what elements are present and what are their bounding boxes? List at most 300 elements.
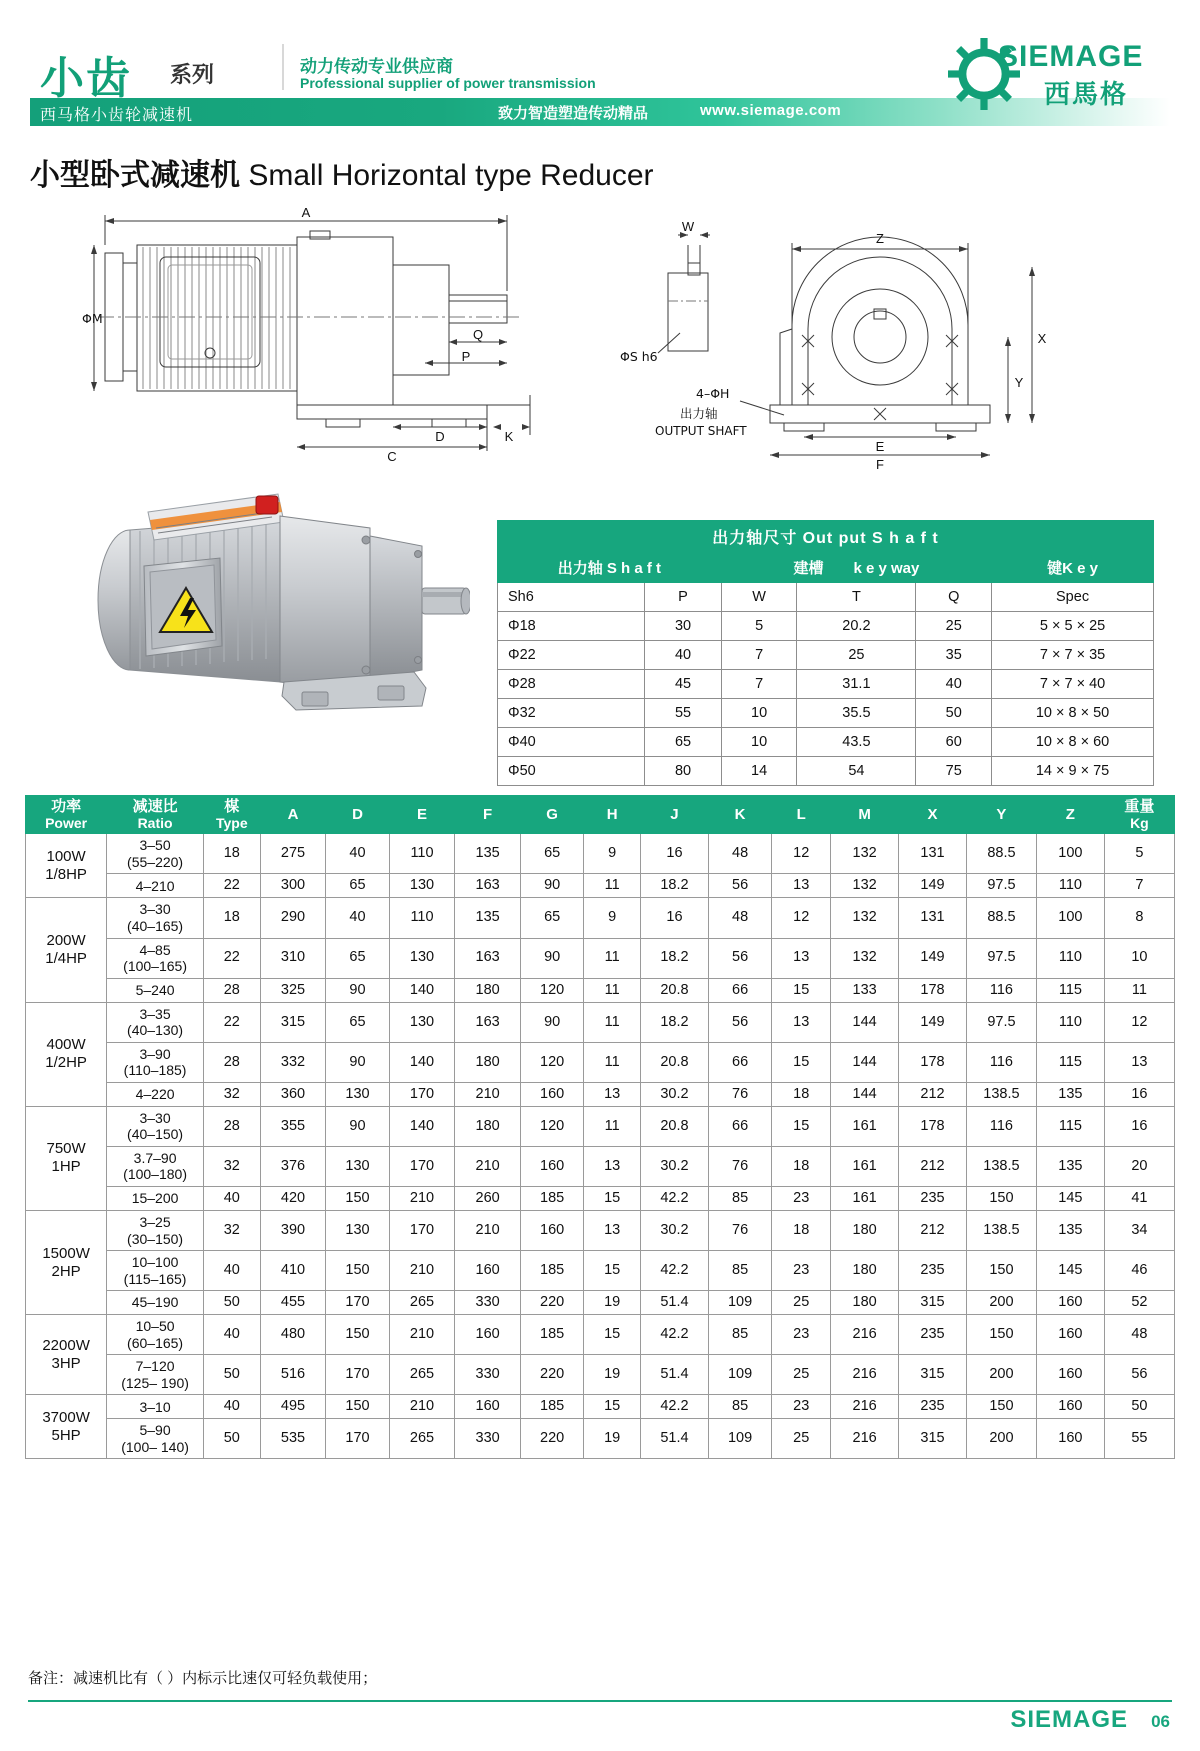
spec-cell-value: 90	[520, 874, 583, 898]
spec-cell-value: 160	[1036, 1355, 1104, 1395]
spec-cell-value: 178	[899, 978, 967, 1002]
spec-col-header: Y	[966, 796, 1036, 834]
spec-cell-value: 135	[455, 834, 521, 874]
output-shaft-dimension-table	[497, 520, 1154, 786]
shaft-cell: 10 × 8 × 50	[992, 699, 1154, 728]
spec-cell-value: 90	[326, 1106, 389, 1146]
spec-cell-value: 42.2	[641, 1251, 709, 1291]
spec-cell-value: 135	[1036, 1146, 1104, 1186]
spec-cell-value: 290	[260, 898, 326, 938]
spec-cell-value: 355	[260, 1106, 326, 1146]
spec-cell-value: 18	[772, 1082, 831, 1106]
spec-cell-value: 15	[772, 1042, 831, 1082]
shaft-col-sh6: Sh6	[498, 583, 645, 612]
spec-cell-value: 76	[708, 1211, 771, 1251]
spec-cell-value: 220	[520, 1355, 583, 1395]
spec-cell-value: 150	[326, 1251, 389, 1291]
spec-cell-value: 235	[899, 1186, 967, 1210]
spec-cell-value: 163	[455, 874, 521, 898]
spec-cell-value: 163	[455, 1002, 521, 1042]
shaft-table-row	[498, 728, 1154, 757]
shaft-cell: 75	[916, 757, 992, 786]
spec-cell-value: 216	[831, 1395, 899, 1419]
spec-cell-value: 390	[260, 1211, 326, 1251]
dim-label-4-phi-H: 4–ΦH	[696, 386, 730, 401]
dim-label-K: K	[504, 429, 514, 444]
shaft-cell: 5	[721, 612, 797, 641]
spec-cell-value: 16	[641, 898, 709, 938]
spec-cell-value: 90	[520, 938, 583, 978]
spec-cell-value: 200	[966, 1419, 1036, 1459]
spec-cell-value: 13	[1104, 1042, 1174, 1082]
spec-cell-value: 41	[1104, 1186, 1174, 1210]
spec-cell-value: 160	[1036, 1395, 1104, 1419]
spec-cell-value: 180	[831, 1251, 899, 1291]
spec-cell-value: 15	[772, 978, 831, 1002]
spec-cell-value: 130	[389, 874, 455, 898]
spec-cell-value: 330	[455, 1291, 521, 1315]
dim-label-A: A	[301, 205, 311, 220]
spec-cell-value: 85	[708, 1395, 771, 1419]
header-divider	[282, 44, 284, 90]
spec-cell-value: 11	[584, 978, 641, 1002]
shaft-col-w: W	[721, 583, 797, 612]
spec-col-header: 楳 Type	[203, 796, 260, 834]
spec-cell-value: 116	[966, 1042, 1036, 1082]
spec-cell-value: 97.5	[966, 1002, 1036, 1042]
spec-cell-value: 220	[520, 1291, 583, 1315]
spec-cell-value: 150	[326, 1186, 389, 1210]
spec-cell-value: 115	[1036, 1042, 1104, 1082]
spec-cell-value: 97.5	[966, 874, 1036, 898]
spec-cell-ratio: 3–10	[107, 1395, 204, 1419]
page-number: 06	[1151, 1712, 1170, 1731]
spec-table-row	[26, 1002, 1175, 1042]
spec-cell-value: 145	[1036, 1251, 1104, 1291]
shaft-cell: 14 × 9 × 75	[992, 757, 1154, 786]
spec-cell-value: 25	[772, 1419, 831, 1459]
spec-cell-value: 160	[455, 1251, 521, 1291]
spec-cell-value: 330	[455, 1419, 521, 1459]
spec-cell-value: 130	[389, 1002, 455, 1042]
spec-cell-value: 216	[831, 1315, 899, 1355]
spec-cell-value: 132	[831, 898, 899, 938]
dim-label-Z: Z	[876, 231, 884, 246]
spec-cell-type: 22	[203, 874, 260, 898]
spec-cell-value: 52	[1104, 1291, 1174, 1315]
brand-series-logo-cn: 小齿	[40, 53, 132, 104]
spec-cell-value: 100	[1036, 898, 1104, 938]
spec-cell-value: 210	[455, 1211, 521, 1251]
spec-cell-value: 9	[584, 898, 641, 938]
spec-cell-value: 130	[326, 1146, 389, 1186]
spec-cell-value: 138.5	[966, 1146, 1036, 1186]
spec-cell-value: 20.8	[641, 1106, 709, 1146]
shaft-cell: 80	[645, 757, 722, 786]
spec-cell-value: 216	[831, 1355, 899, 1395]
spec-table-row	[26, 898, 1175, 938]
shaft-cell: Φ28	[498, 670, 645, 699]
spec-cell-value: 275	[260, 834, 326, 874]
dim-label-F: F	[876, 457, 884, 470]
spec-cell-value: 265	[389, 1291, 455, 1315]
spec-cell-value: 170	[326, 1419, 389, 1459]
spec-cell-value: 160	[520, 1082, 583, 1106]
spec-cell-value: 50	[1104, 1395, 1174, 1419]
shaft-cell: Φ18	[498, 612, 645, 641]
shaft-cell: Φ32	[498, 699, 645, 728]
shaft-cell: 45	[645, 670, 722, 699]
spec-cell-value: 19	[584, 1355, 641, 1395]
spec-cell-ratio: 4–220	[107, 1082, 204, 1106]
shaft-table-row	[498, 670, 1154, 699]
spec-cell-value: 150	[966, 1251, 1036, 1291]
drawing-svg	[80, 205, 1110, 470]
spec-cell-value: 132	[831, 834, 899, 874]
spec-cell-value: 65	[326, 938, 389, 978]
spec-cell-value: 160	[455, 1315, 521, 1355]
spec-cell-type: 32	[203, 1146, 260, 1186]
spec-cell-value: 535	[260, 1419, 326, 1459]
spec-cell-type: 28	[203, 1106, 260, 1146]
shaft-cell: 55	[645, 699, 722, 728]
spec-table-row	[26, 978, 1175, 1002]
spec-cell-value: 90	[326, 1042, 389, 1082]
spec-cell-value: 25	[772, 1291, 831, 1315]
shaft-cell: 25	[797, 641, 916, 670]
spec-cell-value: 180	[831, 1211, 899, 1251]
spec-cell-value: 170	[326, 1291, 389, 1315]
spec-cell-value: 149	[899, 938, 967, 978]
spec-cell-value: 133	[831, 978, 899, 1002]
spec-cell-value: 90	[326, 978, 389, 1002]
spec-cell-value: 16	[1104, 1082, 1174, 1106]
spec-cell-value: 55	[1104, 1419, 1174, 1459]
spec-cell-value: 110	[389, 898, 455, 938]
spec-cell-value: 210	[455, 1082, 521, 1106]
spec-cell-power: 100W 1/8HP	[26, 834, 107, 898]
spec-cell-value: 115	[1036, 978, 1104, 1002]
spec-cell-value: 23	[772, 1315, 831, 1355]
spec-cell-ratio: 4–85 (100–165)	[107, 938, 204, 978]
spec-cell-value: 135	[1036, 1082, 1104, 1106]
specification-table	[25, 795, 1175, 1459]
spec-cell-value: 48	[708, 834, 771, 874]
spec-cell-value: 65	[326, 874, 389, 898]
spec-cell-value: 11	[584, 1042, 641, 1082]
spec-cell-value: 150	[966, 1186, 1036, 1210]
spec-cell-value: 150	[966, 1315, 1036, 1355]
spec-cell-value: 11	[584, 938, 641, 978]
shaft-cell: 35	[916, 641, 992, 670]
spec-cell-value: 116	[966, 1106, 1036, 1146]
spec-cell-value: 23	[772, 1186, 831, 1210]
technical-drawing	[80, 205, 1110, 470]
spec-cell-power: 750W 1HP	[26, 1106, 107, 1210]
spec-cell-value: 140	[389, 1106, 455, 1146]
spec-cell-value: 85	[708, 1251, 771, 1291]
spec-cell-value: 235	[899, 1315, 967, 1355]
shaft-cell: 10	[721, 728, 797, 757]
spec-cell-value: 135	[1036, 1211, 1104, 1251]
spec-cell-value: 161	[831, 1146, 899, 1186]
spec-cell-value: 170	[326, 1355, 389, 1395]
spec-cell-value: 88.5	[966, 898, 1036, 938]
spec-cell-value: 30.2	[641, 1211, 709, 1251]
spec-cell-type: 22	[203, 1002, 260, 1042]
spec-cell-type: 22	[203, 938, 260, 978]
spec-cell-value: 19	[584, 1291, 641, 1315]
spec-cell-value: 260	[455, 1186, 521, 1210]
spec-cell-value: 13	[772, 938, 831, 978]
spec-cell-power: 2200W 3HP	[26, 1315, 107, 1395]
spec-col-header: E	[389, 796, 455, 834]
output-shaft-label-en: OUTPUT SHAFT	[655, 424, 747, 438]
spec-cell-value: 51.4	[641, 1291, 709, 1315]
spec-cell-value: 325	[260, 978, 326, 1002]
spec-col-header: D	[326, 796, 389, 834]
spec-cell-type: 18	[203, 834, 260, 874]
dim-label-phi-S: ΦS h6	[620, 349, 658, 364]
bar-slogan-cn: 致力智造塑造传动精品	[498, 105, 649, 122]
spec-cell-value: 150	[966, 1395, 1036, 1419]
spec-table-row	[26, 1186, 1175, 1210]
spec-cell-value: 20	[1104, 1146, 1174, 1186]
spec-cell-power: 1500W 2HP	[26, 1211, 107, 1315]
spec-cell-value: 160	[1036, 1419, 1104, 1459]
spec-cell-value: 65	[520, 834, 583, 874]
spec-cell-value: 116	[966, 978, 1036, 1002]
shaft-table-row	[498, 641, 1154, 670]
spec-col-header: H	[584, 796, 641, 834]
spec-col-header: G	[520, 796, 583, 834]
spec-cell-value: 42.2	[641, 1315, 709, 1355]
spec-cell-value: 5	[1104, 834, 1174, 874]
spec-cell-value: 420	[260, 1186, 326, 1210]
spec-col-header: 减速比 Ratio	[107, 796, 204, 834]
spec-cell-type: 40	[203, 1251, 260, 1291]
spec-cell-value: 7	[1104, 874, 1174, 898]
spec-table-row	[26, 1315, 1175, 1355]
spec-cell-value: 15	[584, 1251, 641, 1291]
page-title-cn: 小型卧式减速机	[30, 159, 240, 192]
spec-cell-value: 48	[708, 898, 771, 938]
spec-table-row	[26, 834, 1175, 874]
shaft-table-row	[498, 699, 1154, 728]
spec-cell-value: 18	[772, 1146, 831, 1186]
spec-cell-type: 28	[203, 978, 260, 1002]
spec-cell-value: 150	[326, 1315, 389, 1355]
spec-cell-value: 42.2	[641, 1395, 709, 1419]
spec-cell-value: 140	[389, 978, 455, 1002]
spec-cell-value: 18.2	[641, 938, 709, 978]
spec-cell-value: 40	[326, 834, 389, 874]
product-line-subtitle: 西马格小齿轮减速机	[40, 107, 194, 124]
spec-cell-value: 185	[520, 1315, 583, 1355]
spec-cell-type: 50	[203, 1419, 260, 1459]
spec-cell-type: 40	[203, 1395, 260, 1419]
spec-cell-value: 13	[584, 1146, 641, 1186]
spec-cell-value: 110	[1036, 1002, 1104, 1042]
spec-cell-value: 145	[1036, 1186, 1104, 1210]
shaft-cell: 50	[916, 699, 992, 728]
spec-cell-value: 12	[772, 834, 831, 874]
spec-cell-value: 210	[389, 1395, 455, 1419]
spec-cell-value: 150	[326, 1395, 389, 1419]
spec-cell-value: 11	[1104, 978, 1174, 1002]
product-photo	[70, 470, 470, 740]
shaft-col-spec: Spec	[992, 583, 1154, 612]
spec-cell-value: 110	[389, 834, 455, 874]
shaft-cell: 7 × 7 × 35	[992, 641, 1154, 670]
spec-cell-value: 13	[772, 874, 831, 898]
spec-cell-ratio: 3–30 (40–165)	[107, 898, 204, 938]
spec-cell-value: 480	[260, 1315, 326, 1355]
shaft-cell: 40	[645, 641, 722, 670]
shaft-col-q: Q	[916, 583, 992, 612]
spec-cell-value: 210	[389, 1251, 455, 1291]
spec-cell-value: 130	[326, 1211, 389, 1251]
page-title	[30, 150, 654, 194]
spec-cell-value: 330	[455, 1355, 521, 1395]
spec-cell-value: 200	[966, 1291, 1036, 1315]
spec-cell-value: 144	[831, 1082, 899, 1106]
company-url[interactable]: www.siemage.com	[700, 102, 842, 119]
spec-cell-value: 315	[899, 1419, 967, 1459]
spec-table-row	[26, 1251, 1175, 1291]
spec-cell-value: 149	[899, 874, 967, 898]
spec-cell-value: 25	[772, 1355, 831, 1395]
spec-cell-value: 11	[584, 874, 641, 898]
spec-cell-value: 455	[260, 1291, 326, 1315]
spec-col-header: J	[641, 796, 709, 834]
spec-cell-value: 100	[1036, 834, 1104, 874]
spec-cell-value: 90	[520, 1002, 583, 1042]
spec-cell-value: 88.5	[966, 834, 1036, 874]
shaft-cell: 7	[721, 670, 797, 699]
spec-cell-type: 28	[203, 1042, 260, 1082]
spec-cell-ratio: 7–120 (125– 190)	[107, 1355, 204, 1395]
output-shaft-label-cn: 出力轴	[680, 406, 718, 421]
spec-cell-value: 66	[708, 978, 771, 1002]
spec-cell-value: 160	[1036, 1291, 1104, 1315]
spec-cell-type: 40	[203, 1186, 260, 1210]
spec-cell-value: 85	[708, 1315, 771, 1355]
brand-name: SIEMAGE	[998, 40, 1144, 73]
spec-cell-value: 161	[831, 1106, 899, 1146]
spec-cell-value: 23	[772, 1251, 831, 1291]
spec-cell-value: 13	[772, 1002, 831, 1042]
spec-cell-power: 400W 1/2HP	[26, 1002, 107, 1106]
shaft-col-t: T	[797, 583, 916, 612]
spec-cell-value: 65	[520, 898, 583, 938]
spec-cell-value: 180	[831, 1291, 899, 1315]
spec-cell-value: 109	[708, 1291, 771, 1315]
spec-cell-value: 115	[1036, 1106, 1104, 1146]
spec-cell-value: 185	[520, 1395, 583, 1419]
shaft-cell: 7 × 7 × 40	[992, 670, 1154, 699]
spec-table-row	[26, 1419, 1175, 1459]
spec-cell-ratio: 3.7–90 (100–180)	[107, 1146, 204, 1186]
spec-col-header: L	[772, 796, 831, 834]
spec-cell-value: 130	[389, 938, 455, 978]
spec-cell-value: 15	[584, 1315, 641, 1355]
spec-table-row	[26, 1291, 1175, 1315]
spec-cell-value: 163	[455, 938, 521, 978]
spec-col-header: M	[831, 796, 899, 834]
shaft-cell: 10	[721, 699, 797, 728]
spec-cell-value: 56	[708, 874, 771, 898]
spec-cell-power: 3700W 5HP	[26, 1395, 107, 1459]
spec-cell-value: 160	[455, 1395, 521, 1419]
spec-cell-value: 56	[1104, 1355, 1174, 1395]
spec-col-header: X	[899, 796, 967, 834]
shaft-cell: 43.5	[797, 728, 916, 757]
spec-cell-value: 130	[326, 1082, 389, 1106]
spec-cell-value: 12	[772, 898, 831, 938]
spec-cell-value: 120	[520, 1106, 583, 1146]
spec-cell-value: 210	[389, 1315, 455, 1355]
footer-divider	[28, 1700, 1172, 1702]
dim-label-W: W	[681, 219, 695, 234]
spec-cell-value: 30.2	[641, 1146, 709, 1186]
dim-label-Q: Q	[472, 327, 484, 342]
spec-cell-value: 120	[520, 978, 583, 1002]
spec-cell-ratio: 3–50 (55–220)	[107, 834, 204, 874]
shaft-cell: 31.1	[797, 670, 916, 699]
shaft-cell: 35.5	[797, 699, 916, 728]
spec-cell-value: 138.5	[966, 1082, 1036, 1106]
shaft-group-key: 键K e y	[992, 553, 1154, 583]
spec-cell-ratio: 3–30 (40–150)	[107, 1106, 204, 1146]
spec-col-header: 功率 Power	[26, 796, 107, 834]
shaft-col-p: P	[645, 583, 722, 612]
spec-cell-value: 18	[772, 1211, 831, 1251]
spec-cell-value: 51.4	[641, 1419, 709, 1459]
shaft-cell: 40	[916, 670, 992, 699]
spec-cell-value: 144	[831, 1002, 899, 1042]
spec-cell-value: 200	[966, 1355, 1036, 1395]
spec-col-header: A	[260, 796, 326, 834]
spec-cell-value: 16	[1104, 1106, 1174, 1146]
spec-cell-value: 20.8	[641, 978, 709, 1002]
brand-name-cn: 西馬格	[1044, 79, 1129, 109]
company-logo	[940, 36, 1170, 112]
footer-brand: SIEMAGE	[1010, 1706, 1128, 1733]
shaft-cell: 54	[797, 757, 916, 786]
spec-cell-ratio: 3–90 (110–185)	[107, 1042, 204, 1082]
spec-table-row	[26, 1082, 1175, 1106]
spec-cell-value: 97.5	[966, 938, 1036, 978]
spec-cell-value: 315	[899, 1291, 967, 1315]
spec-cell-value: 20.8	[641, 1042, 709, 1082]
shaft-cell: 20.2	[797, 612, 916, 641]
spec-cell-type: 50	[203, 1355, 260, 1395]
spec-table-row	[26, 874, 1175, 898]
shaft-table-row	[498, 757, 1154, 786]
spec-cell-value: 18.2	[641, 1002, 709, 1042]
spec-cell-value: 180	[455, 1106, 521, 1146]
spec-cell-value: 160	[1036, 1315, 1104, 1355]
spec-cell-value: 170	[389, 1082, 455, 1106]
spec-cell-value: 332	[260, 1042, 326, 1082]
spec-cell-value: 212	[899, 1211, 967, 1251]
spec-cell-value: 9	[584, 834, 641, 874]
spec-table-row	[26, 1395, 1175, 1419]
spec-cell-value: 149	[899, 1002, 967, 1042]
shaft-cell: Φ50	[498, 757, 645, 786]
spec-cell-value: 516	[260, 1355, 326, 1395]
